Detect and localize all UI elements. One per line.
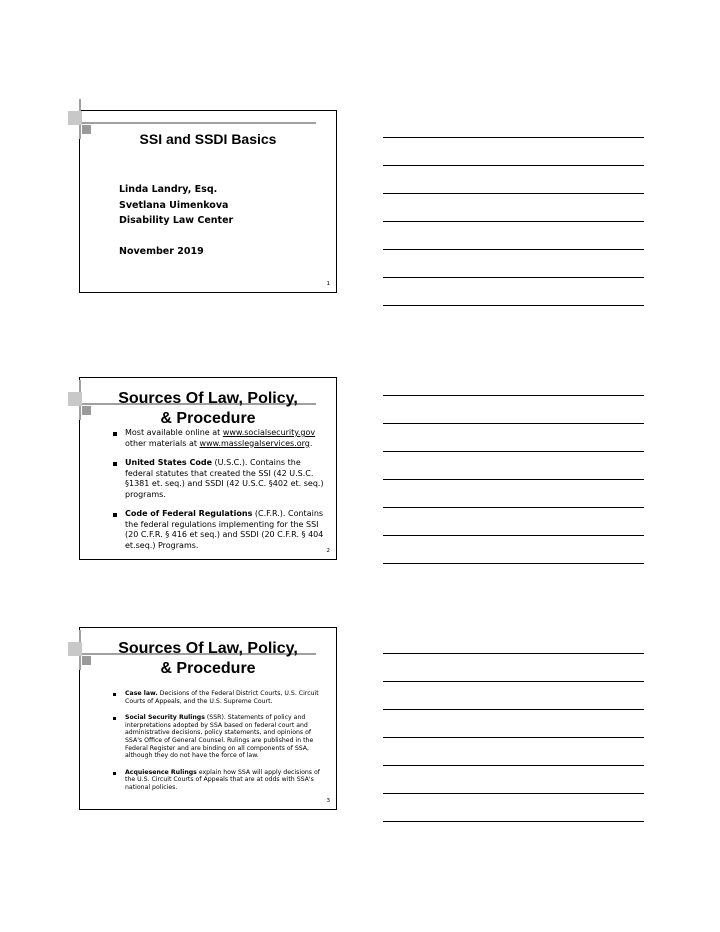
note-line [383,193,644,194]
note-line [383,221,644,222]
note-line [383,765,644,766]
list-item: Most available online at www.socialsecurity.gov other materials at www.masslegalservices.org. [113,428,326,449]
note-line [383,395,644,396]
slide-1 [79,110,337,293]
bullet-icon [113,772,116,775]
note-line [383,737,644,738]
note-line [383,793,644,794]
note-line [383,451,644,452]
page-number: 3 [326,798,330,804]
slide-2 [79,377,337,560]
bullet-list [113,428,326,560]
presenter-name: Linda Landry, Esq. [119,184,218,195]
slide-title: SSI and SSDI Basics [139,131,277,147]
note-line [383,653,644,654]
link-masslegalservices[interactable]: www.masslegalservices.org [199,438,310,448]
presenter-info [119,182,233,259]
page-number: 2 [326,548,330,554]
bullet-icon [113,693,116,696]
note-line [383,681,644,682]
link-socialsecurity[interactable]: www.socialsecurity.gov [222,428,316,437]
organization: Disability Law Center [119,215,234,226]
note-line [383,137,644,138]
presentation-date: November 2019 [119,245,204,257]
note-line [383,277,644,278]
note-line [383,709,644,710]
note-line [383,249,644,250]
slide-title: Sources Of Law, Policy, & Procedure [118,390,298,427]
note-line [383,821,644,822]
list-item: Code of Federal Regulations (C.F.R.). Contains the federal regulations implementing for the SSI (20 C.F.R. § 416 et seq.) and SSDI (20 C.F.R. § 404 et.seq.) Programs. [113,509,326,551]
note-line [383,423,644,424]
page-number: 1 [326,281,330,287]
bullet-list [113,690,326,801]
bullet-icon [113,432,117,436]
list-item: Social Security Rulings (SSR). Statements of policy and interpretations adopted by SSA based on federal court and administrative decisions, policy statements, and opinions of SSA's Office of General Counsel. Rulings are published in the Federal Register and are binding on all components of SSA, although they do not have the force of law. [113,714,326,760]
slide-title: Sources Of Law, Policy, & Procedure [118,640,298,677]
note-line [383,563,644,564]
note-line [383,479,644,480]
note-line [383,305,644,306]
note-line [383,535,644,536]
list-item: Case law. Decisions of the Federal District Courts, U.S. Circuit Courts of Appeals, and the U.S. Supreme Court. [113,690,326,705]
bullet-icon [113,717,116,720]
list-item: United States Code (U.S.C.). Contains the federal statutes that created the SSI (42 U.S.C. §1381 et. seq.) and SSDI (42 U.S.C. §402 et. seq.) programs. [113,458,326,500]
list-item: Acquiesence Rulings explain how SSA will apply decisions of the U.S. Circuit Courts of Appeals that are at odds with SSA's national policies. [113,769,326,792]
presenter-name: Svetlana Uimenkova [119,199,229,211]
bullet-icon [113,462,117,466]
note-line [383,507,644,508]
bullet-icon [113,513,117,517]
slide-3 [79,627,337,810]
note-line [383,165,644,166]
